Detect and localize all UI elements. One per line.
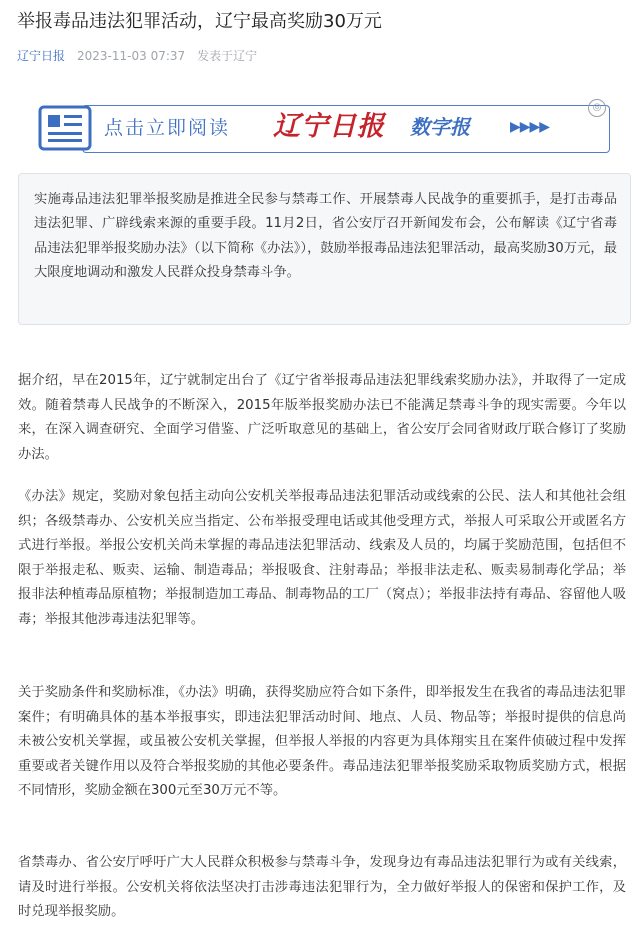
- body-paragraph: 省禁毒办、省公安厅呼吁广大人民群众积极参与禁毒斗争，发现身边有毒品违法犯罪行为或有关线索，请及时进行举报。公安机关将依法坚决打击涉毒违法犯罪行为，全力做好举报人的保密和保护工作，及时兑现举报奖励。: [18, 855, 626, 920]
- body-paragraph: 据介绍，早在2015年，辽宁就制定出台了《辽宁省举报毒品违法犯罪线索奖励办法》，并取得了一定成效。随着禁毒人民战争的不断深入，2015年版举报奖励办法已不能满足禁毒斗争的现实需要。今年以来，在深入调查研究、全面学习借鉴、广泛听取意见的基础上，省公安厅会同省财政厅联合修订了奖励办法。: [18, 373, 626, 462]
- digital-edition-banner[interactable]: [36, 97, 612, 159]
- summary-box: [18, 173, 631, 325]
- article-meta: [17, 46, 257, 66]
- body-paragraph: 关于奖励条件和奖励标准，《办法》明确，获得奖励应符合如下条件，即举报发生在我省的毒品违法犯罪案件；有明确具体的基本举报事实，即违法犯罪活动时间、地点、人员、物品等；举报时提供的信息尚未被公安机关掌握，或虽被公安机关掌握，但举报人举报的内容更为具体翔实且在案件侦破过程中发挥重要或者关键作用以及符合举报奖励的其他必要条件。毒品违法犯罪举报奖励采取物质奖励方式，根据不同情形，奖励金额在300元至30万元不等。: [18, 685, 626, 799]
- publish-location: 发表于辽宁: [197, 49, 258, 63]
- source-link[interactable]: 辽宁日报: [17, 49, 66, 63]
- newspaper-icon: [36, 101, 94, 155]
- body-paragraph: 《办法》规定，奖励对象包括主动向公安机关举报毒品违法犯罪活动或线索的公民、法人和其他社会组织；各级禁毒办、公安机关应当指定、公布举报受理电话或其他受理方式，举报人可采取公开或匿名方式进行举报。举报公安机关尚未掌握的毒品违法犯罪活动、线索及人员的，均属于奖励范围，包括但不限于举报走私、贩卖、运输、制造毒品；举报吸食、注射毒品；举报非法走私、贩卖易制毒化学品；举报非法种植毒品原植物；举报制造加工毒品、制毒物品的工厂（窝点）；举报非法持有毒品、容留他人吸毒；举报其他涉毒违法犯罪等。: [18, 489, 626, 627]
- chevrons-right-icon: ▶▶▶▶: [510, 119, 550, 135]
- banner-brand-logo: 辽宁日报: [273, 111, 385, 142]
- summary-text: 实施毒品违法犯罪举报奖励是推进全民参与禁毒工作、开展禁毒人民战争的重要抓手，是打击毒品违法犯罪、广辟线索来源的重要手段。11月2日，省公安厅召开新闻发布会，公布解读《辽宁省毒品违法犯罪举报奖励办法》（以下简称《办法》），鼓励举报毒品违法犯罪活动，最高奖励30万元，最大限度地调动和激发人民群众投身禁毒斗争。: [34, 192, 617, 281]
- banner-read-text: 点击立即阅读: [104, 117, 231, 139]
- publish-datetime: 2023-11-03 07:37: [77, 49, 186, 63]
- banner-digital-label: 数字报: [410, 115, 470, 139]
- corner-badge-icon: ◎: [588, 99, 606, 117]
- article-title: 举报毒品违法犯罪活动，辽宁最高奖励30万元: [17, 11, 382, 32]
